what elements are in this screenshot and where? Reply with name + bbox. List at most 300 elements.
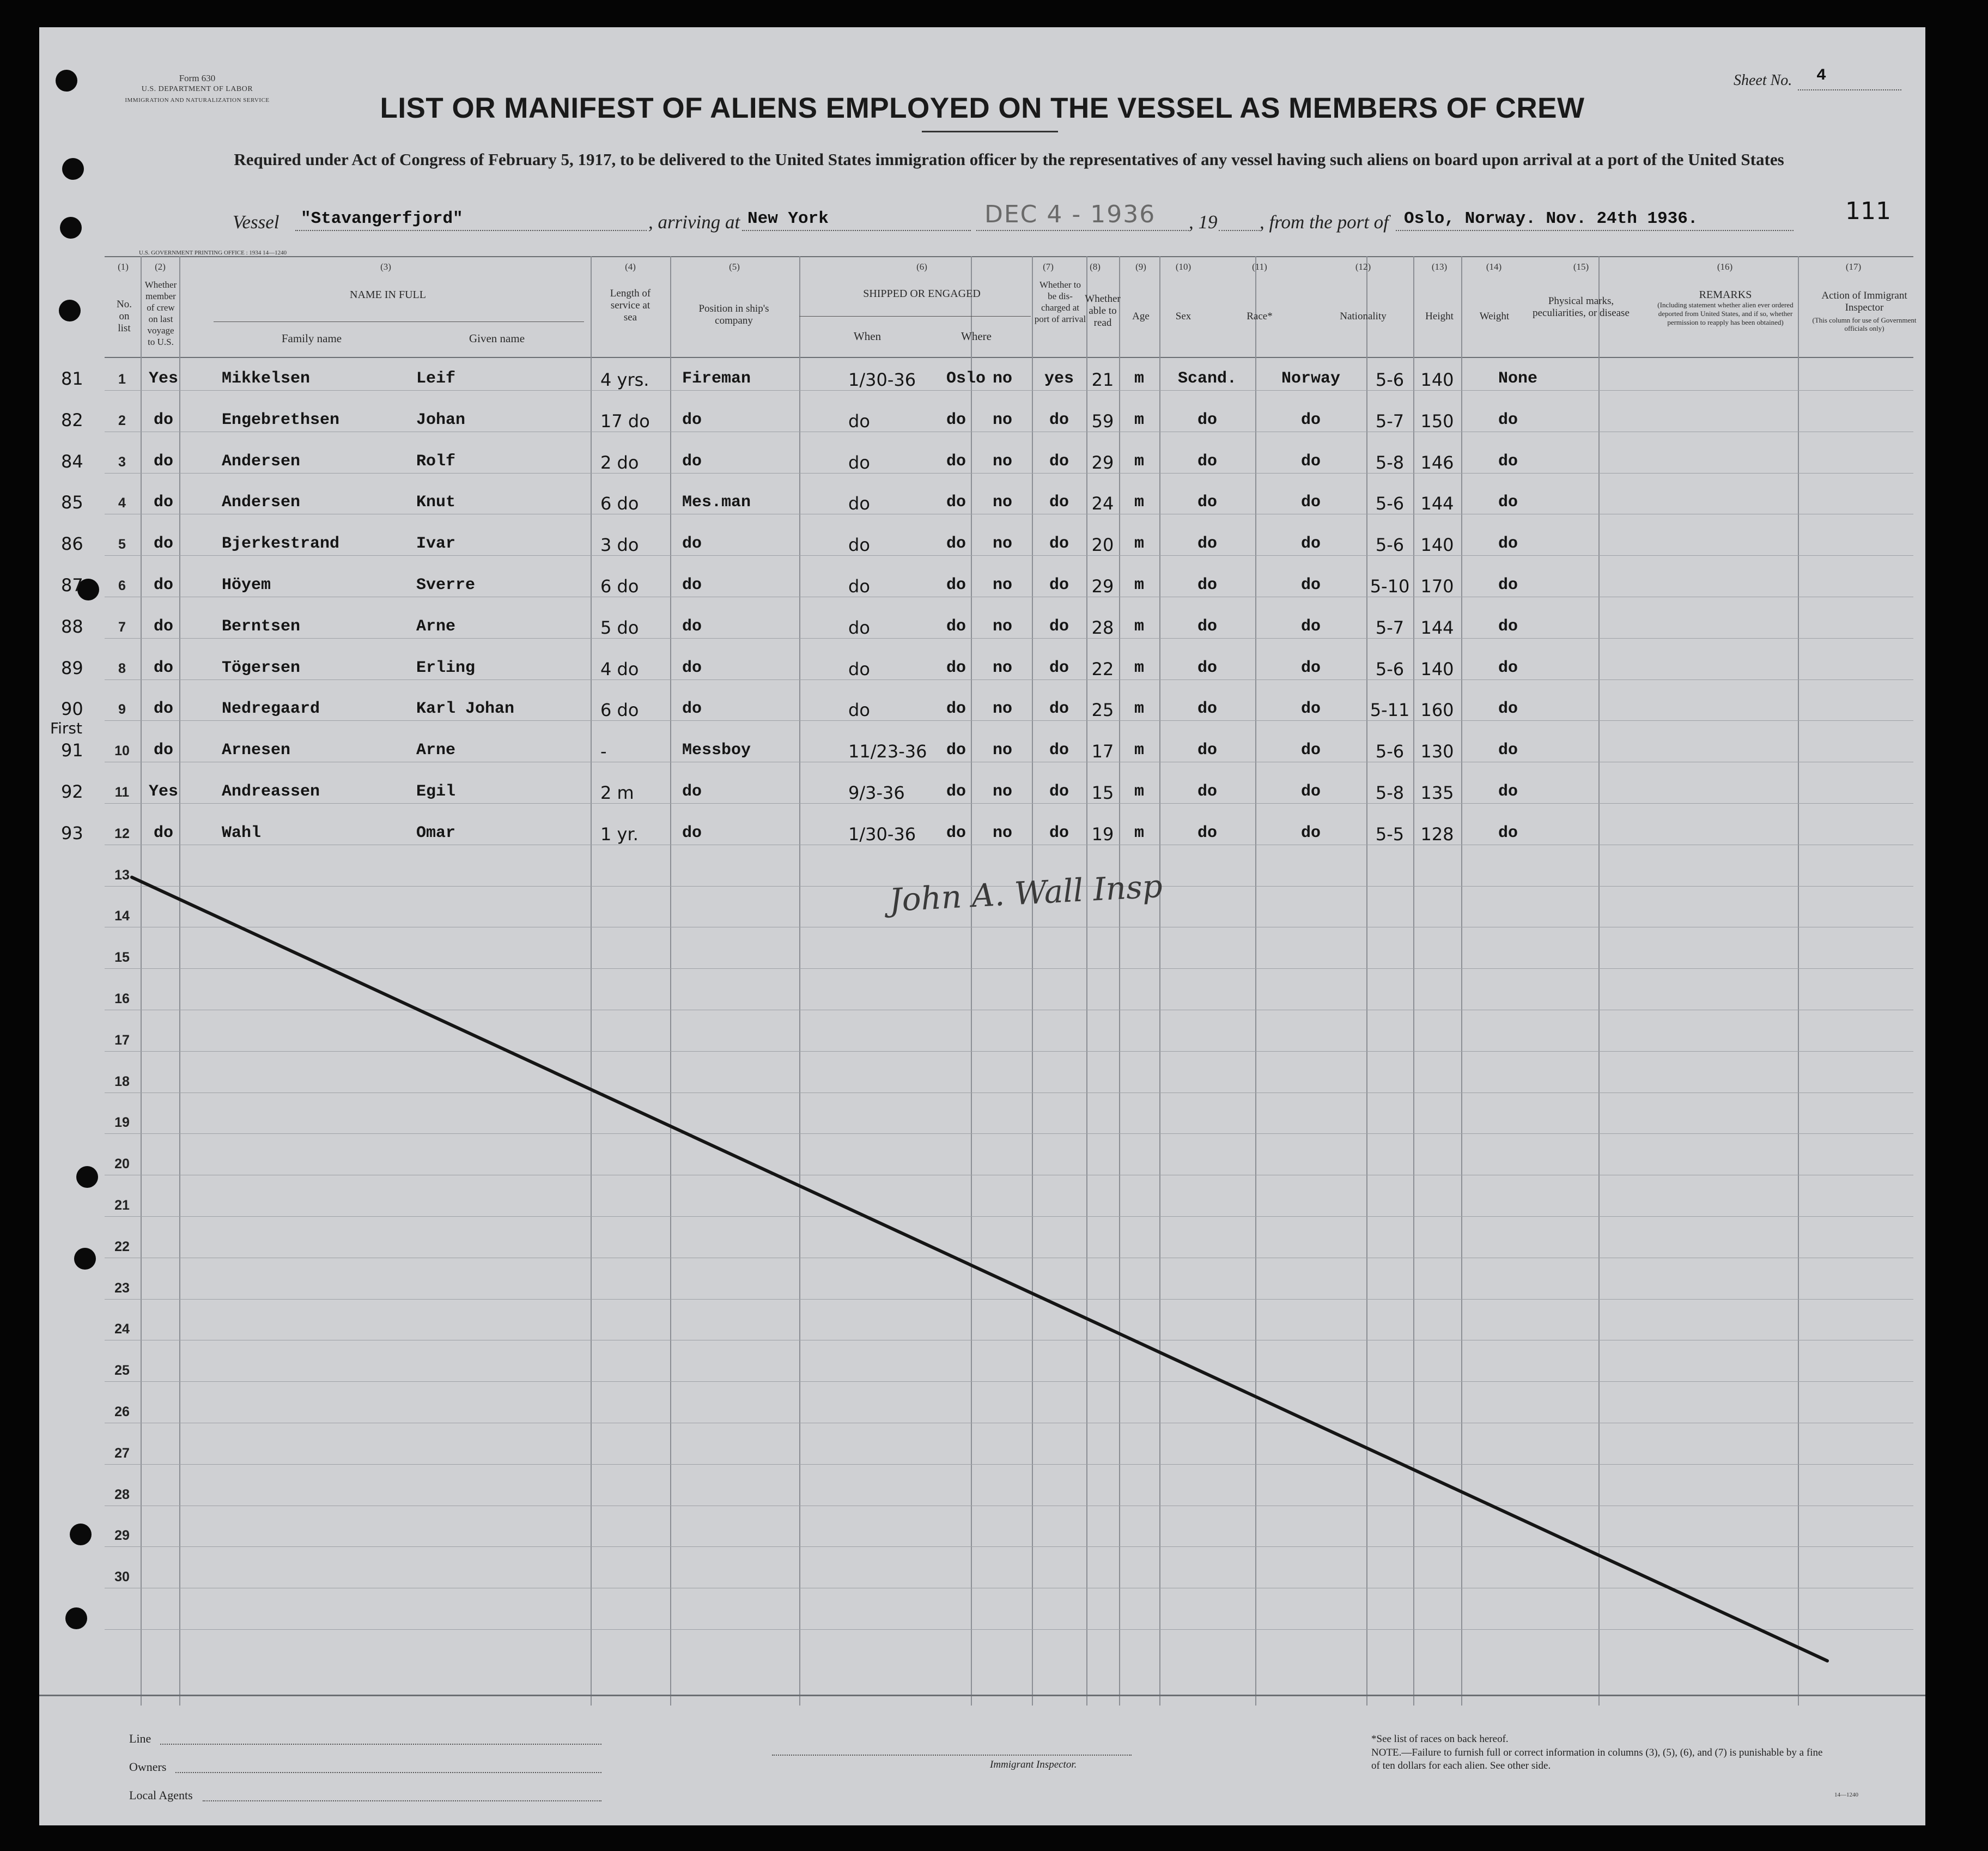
cell-where: do xyxy=(946,659,966,677)
cell-position: do xyxy=(682,535,702,553)
cancel-line xyxy=(39,27,1925,1825)
cell-family: Höyem xyxy=(222,576,271,594)
cell-weight: 150 xyxy=(1420,411,1454,432)
arriving-port: New York xyxy=(747,209,829,228)
footer-inspector-label: Immigrant Inspector. xyxy=(990,1759,1077,1770)
cell-read: do xyxy=(1049,411,1069,429)
cell-race: do xyxy=(1197,700,1217,718)
cell-marks: do xyxy=(1498,452,1518,471)
cell-when: do xyxy=(848,617,870,638)
cell-age: 28 xyxy=(1091,617,1114,638)
cell-race: do xyxy=(1197,659,1217,677)
cell-service: 2 do xyxy=(600,452,639,473)
margin-number: 86 xyxy=(61,533,83,554)
line-number: 10 xyxy=(114,743,130,758)
cell-position: do xyxy=(682,411,702,429)
col-num-9: (9) xyxy=(1135,262,1146,272)
cell-position: Fireman xyxy=(682,369,751,388)
cell-when: 1/30-36 xyxy=(848,369,916,390)
cell-nationality: do xyxy=(1300,617,1321,636)
cell-nationality: do xyxy=(1300,659,1321,677)
cell-position: do xyxy=(682,576,702,594)
cell-given: Omar xyxy=(416,824,456,842)
cell-given: Ivar xyxy=(416,535,456,553)
cell-age: 15 xyxy=(1091,782,1114,803)
cell-service: 6 do xyxy=(600,493,639,514)
cell-race: do xyxy=(1197,741,1217,760)
cell-discharge: no xyxy=(992,782,1012,801)
col-header-remarks: REMARKS xyxy=(1699,289,1752,301)
cell-service: 1 yr. xyxy=(600,824,639,845)
margin-number: 89 xyxy=(61,658,83,678)
cell-weight: 140 xyxy=(1420,535,1454,555)
line-number: 6 xyxy=(118,578,126,593)
line-number: 23 xyxy=(114,1280,130,1296)
cell-sex: m xyxy=(1134,824,1144,842)
cell-sex: m xyxy=(1134,659,1144,677)
col-num-7: (7) xyxy=(1043,262,1054,272)
col-header-physical-marks: Physical marks, peculiarities, or disease xyxy=(1533,295,1630,319)
cell-family: Wahl xyxy=(222,824,262,842)
cell-read: do xyxy=(1049,700,1069,718)
cell-prev: do xyxy=(153,741,173,760)
col-num-6: (6) xyxy=(916,262,927,272)
col-header-nationality: Nationality xyxy=(1340,311,1387,322)
col-header-length-service: Length of service at sea xyxy=(610,288,651,323)
inspector-signature: John A. Wall Insp xyxy=(888,867,1164,919)
cell-weight: 128 xyxy=(1420,824,1454,845)
margin-number: 91 xyxy=(61,740,83,761)
cell-given: Sverre xyxy=(416,576,476,594)
cell-race: do xyxy=(1197,411,1217,429)
cell-height: 5-7 xyxy=(1375,617,1405,638)
line-number: 30 xyxy=(114,1569,130,1585)
cell-read: do xyxy=(1049,824,1069,842)
cell-height: 5-6 xyxy=(1375,659,1405,679)
vessel-label: Vessel xyxy=(233,211,279,233)
line-number: 3 xyxy=(118,454,126,470)
footer-code: 14—1240 xyxy=(1834,1792,1858,1798)
cell-discharge: no xyxy=(992,824,1012,842)
cell-read: do xyxy=(1049,493,1069,512)
cell-discharge: no xyxy=(992,659,1012,677)
cell-read: do xyxy=(1049,535,1069,553)
cell-prev: do xyxy=(153,617,173,636)
cell-marks: do xyxy=(1498,493,1518,512)
col-num-15: (15) xyxy=(1573,262,1589,272)
col-header-action-note: (This column for use of Government officials only) xyxy=(1812,316,1917,332)
cell-weight: 135 xyxy=(1420,782,1454,803)
cell-position: do xyxy=(682,700,702,718)
margin-number: 81 xyxy=(61,368,83,389)
cell-discharge: no xyxy=(992,741,1012,760)
line-number: 24 xyxy=(114,1321,130,1337)
cell-sex: m xyxy=(1134,452,1144,471)
line-number: 18 xyxy=(114,1074,130,1089)
cell-marks: do xyxy=(1498,782,1518,801)
margin-number: 87 xyxy=(61,575,83,596)
footer-line-label: Line xyxy=(129,1732,151,1745)
cell-prev: do xyxy=(153,659,173,677)
col-header-remarks-note: (Including statement whether alien ever ordered deported from United States, and if so, whether permission to reapply has been obtained) xyxy=(1657,301,1794,326)
cell-family: Berntsen xyxy=(222,617,301,636)
cell-sex: m xyxy=(1134,741,1144,760)
col-num-11: (11) xyxy=(1252,262,1267,272)
col-num-13: (13) xyxy=(1431,262,1448,272)
line-number: 2 xyxy=(118,413,126,428)
cell-service: 2 m xyxy=(600,782,634,803)
cell-read: do xyxy=(1049,576,1069,594)
line-number: 12 xyxy=(114,826,130,841)
col-num-17: (17) xyxy=(1845,262,1862,272)
cell-prev: do xyxy=(153,411,173,429)
cell-where: do xyxy=(946,576,966,594)
cell-age: 25 xyxy=(1091,700,1114,720)
cell-age: 21 xyxy=(1091,369,1114,390)
cell-where: do xyxy=(946,700,966,718)
cell-nationality: do xyxy=(1300,782,1321,801)
cell-when: do xyxy=(848,452,870,473)
cell-height: 5-6 xyxy=(1375,535,1405,555)
cell-service: 6 do xyxy=(600,700,639,720)
cell-height: 5-6 xyxy=(1375,493,1405,514)
cell-given: Egil xyxy=(416,782,456,801)
cell-where: do xyxy=(946,411,966,429)
cell-age: 22 xyxy=(1091,659,1114,679)
cell-marks: do xyxy=(1498,659,1518,677)
cell-given: Karl Johan xyxy=(416,700,515,718)
service-name: IMMIGRATION AND NATURALIZATION SERVICE xyxy=(125,97,270,104)
cell-weight: 130 xyxy=(1420,741,1454,762)
col-header-discharged: Whether to be dis-charged at port of arrival xyxy=(1034,280,1086,324)
cell-marks: do xyxy=(1498,824,1518,842)
col-header-sex: Sex xyxy=(1175,311,1191,322)
cell-where: do xyxy=(946,493,966,512)
cell-nationality: do xyxy=(1300,493,1321,512)
margin-number: 92 xyxy=(61,781,83,802)
cell-prev: Yes xyxy=(148,369,178,388)
cell-race: do xyxy=(1197,452,1217,471)
cell-sex: m xyxy=(1134,535,1144,553)
line-number: 15 xyxy=(114,950,130,965)
cell-service: 6 do xyxy=(600,576,639,597)
date-stamp: DEC 4 - 1936 xyxy=(984,201,1156,228)
cell-given: Arne xyxy=(416,741,456,760)
cell-nationality: do xyxy=(1300,452,1321,471)
manifest-sheet xyxy=(39,27,1925,1825)
line-number: 8 xyxy=(118,661,126,676)
page-mark: 111 xyxy=(1845,197,1891,225)
col-header-position: Position in ship's company xyxy=(698,303,769,326)
cell-given: Leif xyxy=(416,369,456,388)
margin-number: 84 xyxy=(61,451,83,472)
cell-where: do xyxy=(946,617,966,636)
cell-position: Mes.man xyxy=(682,493,751,512)
margin-number: 82 xyxy=(61,410,83,430)
col-num-1: (1) xyxy=(118,262,129,272)
cell-family: Arnesen xyxy=(222,741,291,760)
cell-when: 11/23-36 xyxy=(848,741,927,762)
col-header-read: Whether able to read xyxy=(1085,293,1121,329)
cell-family: Nedregaard xyxy=(222,700,320,718)
cell-nationality: do xyxy=(1300,535,1321,553)
cell-sex: m xyxy=(1134,617,1144,636)
cell-when: do xyxy=(848,535,870,555)
col-num-2: (2) xyxy=(155,262,166,272)
cell-age: 20 xyxy=(1091,535,1114,555)
cell-prev: do xyxy=(153,576,173,594)
line-number: 9 xyxy=(118,702,126,717)
col-header-where: Where xyxy=(961,330,992,343)
line-number: 17 xyxy=(114,1033,130,1048)
cell-when: 9/3-36 xyxy=(848,782,905,803)
cell-discharge: no xyxy=(992,700,1012,718)
arriving-label: , arriving at xyxy=(648,211,740,233)
cell-nationality: Norway xyxy=(1281,369,1341,388)
cell-age: 29 xyxy=(1091,576,1114,597)
line-number: 27 xyxy=(114,1446,130,1461)
cell-weight: 144 xyxy=(1420,493,1454,514)
cell-discharge: no xyxy=(992,493,1012,512)
cell-family: Bjerkestrand xyxy=(222,535,340,553)
cell-read: do xyxy=(1049,659,1069,677)
cell-race: do xyxy=(1197,576,1217,594)
line-number: 1 xyxy=(118,372,126,387)
line-number: 25 xyxy=(114,1363,130,1378)
cell-family: Andersen xyxy=(222,493,301,512)
cell-when: do xyxy=(848,659,870,679)
col-num-8: (8) xyxy=(1090,262,1101,272)
cell-when: do xyxy=(848,411,870,432)
cell-family: Mikkelsen xyxy=(222,369,311,388)
col-num-14: (14) xyxy=(1486,262,1502,272)
col-header-family-name: Family name xyxy=(281,332,342,345)
line-number: 14 xyxy=(114,908,130,924)
line-number: 16 xyxy=(114,991,130,1006)
cell-service: 5 do xyxy=(600,617,639,638)
line-number: 13 xyxy=(114,867,130,883)
col-header-no-on-list: No. on list xyxy=(117,299,132,334)
col-header-shipped: SHIPPED OR ENGAGED xyxy=(863,288,981,300)
cell-position: do xyxy=(682,782,702,801)
col-num-16: (16) xyxy=(1717,262,1733,272)
cell-race: do xyxy=(1197,493,1217,512)
line-number: 7 xyxy=(118,620,126,635)
footer-owners-label: Owners xyxy=(129,1760,167,1774)
col-header-when: When xyxy=(853,330,881,343)
form-number: Form 630 xyxy=(179,73,216,83)
cell-given: Johan xyxy=(416,411,466,429)
cell-marks: do xyxy=(1498,576,1518,594)
page-title: LIST OR MANIFEST OF ALIENS EMPLOYED ON THE VESSEL AS MEMBERS OF CREW xyxy=(380,92,1585,124)
col-header-height: Height xyxy=(1425,311,1454,322)
cell-height: 5-8 xyxy=(1375,452,1405,473)
cell-nationality: do xyxy=(1300,411,1321,429)
cell-position: Messboy xyxy=(682,741,751,760)
cell-given: Rolf xyxy=(416,452,456,471)
cell-service: 4 yrs. xyxy=(600,369,649,390)
cell-where: do xyxy=(946,824,966,842)
cell-race: do xyxy=(1197,824,1217,842)
cell-age: 59 xyxy=(1091,411,1114,432)
col-num-4: (4) xyxy=(625,262,636,272)
cell-sex: m xyxy=(1134,576,1144,594)
col-num-5: (5) xyxy=(729,262,740,272)
margin-note: First xyxy=(50,719,82,737)
sheet-number-value: 4 xyxy=(1816,66,1827,85)
cell-given: Arne xyxy=(416,617,456,636)
cell-given: Knut xyxy=(416,493,456,512)
line-number: 20 xyxy=(114,1156,130,1172)
cell-read: yes xyxy=(1044,369,1074,388)
cell-race: do xyxy=(1197,617,1217,636)
cell-prev: do xyxy=(153,700,173,718)
cell-service: - xyxy=(600,741,607,762)
cell-when: do xyxy=(848,700,870,720)
col-header-member: Whether member of crew on last voyage to U.S. xyxy=(144,280,177,347)
cell-marks: None xyxy=(1498,369,1538,388)
footer-note: NOTE.—Failure to furnish full or correct information in columns (3), (5), (6), and (7) is punishable by a fine of ten dollars for each alien. See other side. xyxy=(1371,1747,1823,1771)
cell-where: do xyxy=(946,452,966,471)
cell-age: 17 xyxy=(1091,741,1114,762)
cell-where: do xyxy=(946,782,966,801)
cell-where: Oslo xyxy=(946,369,986,388)
line-number: 28 xyxy=(114,1487,130,1502)
cell-discharge: no xyxy=(992,369,1012,388)
cell-height: 5-10 xyxy=(1370,576,1410,597)
cell-nationality: do xyxy=(1300,700,1321,718)
line-number: 21 xyxy=(114,1198,130,1213)
cell-family: Andreassen xyxy=(222,782,320,801)
sheet-number-label: Sheet No. xyxy=(1734,72,1792,89)
margin-number: 85 xyxy=(61,492,83,513)
cell-weight: 160 xyxy=(1420,700,1454,720)
cell-height: 5-7 xyxy=(1375,411,1405,432)
line-number: 26 xyxy=(114,1404,130,1419)
cell-read: do xyxy=(1049,782,1069,801)
cell-position: do xyxy=(682,617,702,636)
cell-sex: m xyxy=(1134,782,1144,801)
margin-number: 90 xyxy=(61,699,83,719)
cell-where: do xyxy=(946,535,966,553)
cell-nationality: do xyxy=(1300,741,1321,760)
cell-race: do xyxy=(1197,782,1217,801)
cell-family: Tögersen xyxy=(222,659,301,677)
vessel-name: "Stavangerfjord" xyxy=(301,209,463,228)
cell-position: do xyxy=(682,452,702,471)
margin-number: 88 xyxy=(61,616,83,637)
col-num-3: (3) xyxy=(380,262,391,272)
col-header-race: Race* xyxy=(1247,311,1273,322)
line-number: 5 xyxy=(118,537,126,552)
cell-weight: 144 xyxy=(1420,617,1454,638)
line-number: 11 xyxy=(114,785,130,800)
cell-when: do xyxy=(848,576,870,597)
cell-when: 1/30-36 xyxy=(848,824,916,845)
cell-read: do xyxy=(1049,741,1069,760)
cell-discharge: no xyxy=(992,411,1012,429)
line-number: 19 xyxy=(114,1115,130,1130)
cell-read: do xyxy=(1049,452,1069,471)
col-header-age: Age xyxy=(1132,311,1150,322)
cell-weight: 146 xyxy=(1420,452,1454,473)
cell-marks: do xyxy=(1498,411,1518,429)
cell-discharge: no xyxy=(992,535,1012,553)
cell-position: do xyxy=(682,659,702,677)
cell-position: do xyxy=(682,824,702,842)
cell-prev: do xyxy=(153,452,173,471)
cell-height: 5-11 xyxy=(1370,700,1410,720)
cell-age: 24 xyxy=(1091,493,1114,514)
line-number: 22 xyxy=(114,1239,130,1254)
cell-service: 4 do xyxy=(600,659,639,679)
year-label: , 19 xyxy=(1189,211,1218,233)
cell-weight: 140 xyxy=(1420,369,1454,390)
cell-race: do xyxy=(1197,535,1217,553)
cell-prev: Yes xyxy=(148,782,178,801)
cell-prev: do xyxy=(153,493,173,512)
cell-marks: do xyxy=(1498,700,1518,718)
col-header-given-name: Given name xyxy=(469,332,525,345)
cell-sex: m xyxy=(1134,493,1144,512)
cell-nationality: do xyxy=(1300,576,1321,594)
col-num-12: (12) xyxy=(1355,262,1371,272)
cell-discharge: no xyxy=(992,617,1012,636)
cell-marks: do xyxy=(1498,617,1518,636)
line-number: 29 xyxy=(114,1528,130,1543)
footer-races-note: *See list of races on back hereof. xyxy=(1371,1733,1509,1745)
cell-sex: m xyxy=(1134,369,1144,388)
cell-prev: do xyxy=(153,535,173,553)
col-header-weight: Weight xyxy=(1479,311,1510,322)
cell-given: Erling xyxy=(416,659,476,677)
cell-discharge: no xyxy=(992,452,1012,471)
cell-family: Andersen xyxy=(222,452,301,471)
cell-discharge: no xyxy=(992,576,1012,594)
cell-weight: 170 xyxy=(1420,576,1454,597)
cell-marks: do xyxy=(1498,741,1518,760)
cell-race: Scand. xyxy=(1177,369,1237,388)
cell-height: 5-8 xyxy=(1375,782,1405,803)
col-header-name: NAME IN FULL xyxy=(350,289,426,301)
cell-sex: m xyxy=(1134,700,1144,718)
from-port: Oslo, Norway. Nov. 24th 1936. xyxy=(1404,209,1698,228)
printing-office: U.S. GOVERNMENT PRINTING OFFICE : 1934 14—1240 xyxy=(139,250,287,256)
cell-marks: do xyxy=(1498,535,1518,553)
from-port-label: , from the port of xyxy=(1260,211,1389,233)
cell-height: 5-6 xyxy=(1375,369,1405,390)
cell-when: do xyxy=(848,493,870,514)
footer-agents-label: Local Agents xyxy=(129,1788,193,1802)
cell-height: 5-5 xyxy=(1375,824,1405,845)
col-num-10: (10) xyxy=(1175,262,1191,272)
line-number: 4 xyxy=(118,495,126,511)
cell-read: do xyxy=(1049,617,1069,636)
cell-family: Engebrethsen xyxy=(222,411,340,429)
cell-age: 29 xyxy=(1091,452,1114,473)
margin-number: 93 xyxy=(61,823,83,843)
cell-service: 17 do xyxy=(600,411,650,432)
cell-prev: do xyxy=(153,824,173,842)
cell-age: 19 xyxy=(1091,824,1114,845)
department-name: U.S. DEPARTMENT OF LABOR xyxy=(141,85,253,93)
cell-service: 3 do xyxy=(600,535,639,555)
page-subtitle: Required under Act of Congress of February 5, 1917, to be delivered to the United States immigration officer by the representatives of any vessel having such aliens on board upon arrival at a port of the United States xyxy=(234,150,1784,169)
cell-where: do xyxy=(946,741,966,760)
col-header-action: Action of Immigrant Inspector xyxy=(1821,290,1907,313)
cell-height: 5-6 xyxy=(1375,741,1405,762)
cell-weight: 140 xyxy=(1420,659,1454,679)
